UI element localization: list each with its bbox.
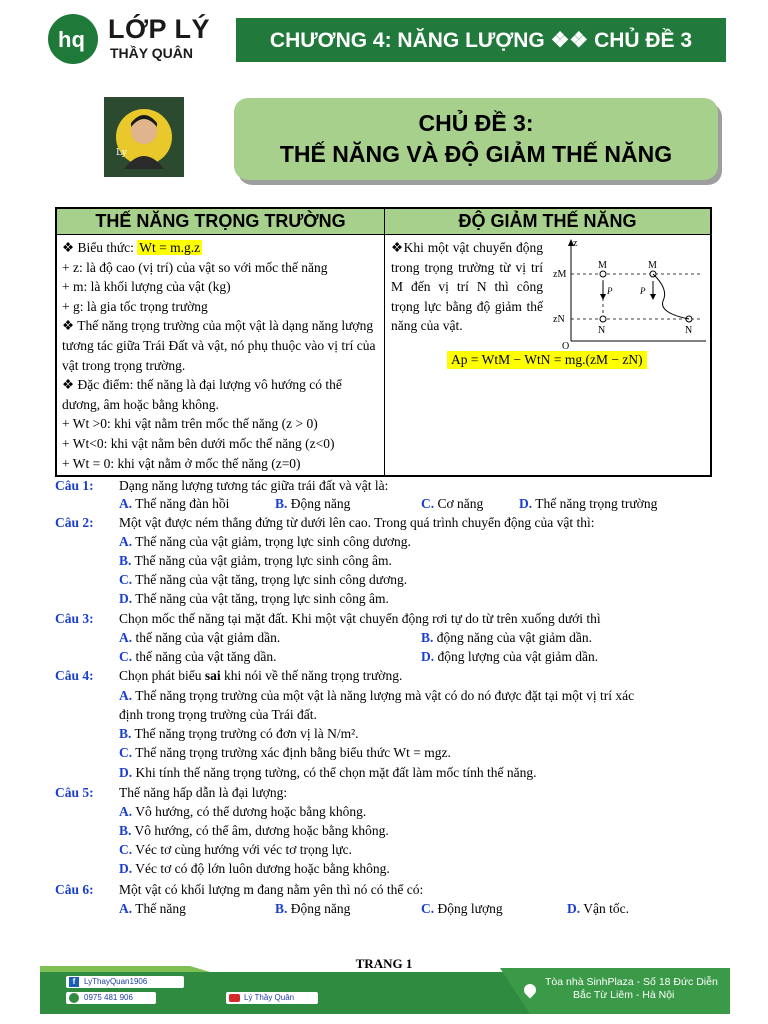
table-header-left: THẾ NĂNG TRỌNG TRƯỜNG [57, 209, 385, 235]
table-header-right: ĐỘ GIẢM THẾ NĂNG [385, 209, 710, 235]
facebook-link[interactable]: f LyThayQuan1906 [66, 976, 184, 988]
potential-diagram [551, 237, 711, 349]
brand-teacher: THẦY QUÂN [110, 45, 193, 61]
q4-option-b[interactable]: B. Thế năng trọng trường có đơn vị là N/m². [119, 726, 359, 741]
svg-text:hq: hq [58, 27, 85, 52]
q6-option-c[interactable]: C. Động lượng [421, 901, 503, 916]
diagram-label: zN [553, 314, 565, 325]
text-line: ❖ Đặc điểm: thế năng là đại lượng vô hướng có thể dương, âm hoặc bằng không. [62, 377, 342, 412]
q2-option-b[interactable]: B. Thế năng của vật giảm, trọng lực sinh công âm. [119, 553, 392, 568]
q4-option-a-cont: định trong trọng trường của Trái đất. [119, 707, 317, 722]
chapter-banner: CHƯƠNG 4: NĂNG LƯỢNG ❖❖ CHỦ ĐỀ 3 [236, 18, 726, 62]
table-col-right [385, 235, 710, 475]
q5-option-d[interactable]: D. Véc tơ có độ lớn luôn dương hoặc bằng không. [119, 861, 390, 876]
phone-link[interactable]: 0975 481 906 [66, 992, 156, 1004]
title-line1: CHỦ ĐỀ 3: [418, 110, 534, 136]
q6-option-d[interactable]: D. Vận tốc. [567, 901, 629, 916]
text-line: + Wt<0: khi vật nằm bên dưới mốc thế năng (z<0) [62, 435, 335, 451]
facebook-icon: f [69, 977, 79, 987]
diagram-label: z [573, 238, 578, 249]
diagram-label: N [685, 325, 693, 336]
work-formula: Ap = WtM − WtN = mg.(zM − zN) [447, 351, 647, 369]
logo [48, 14, 98, 64]
diagram-label: O [562, 341, 570, 349]
text-line: + g: là gia tốc trọng trường [62, 298, 208, 314]
text-line: ❖ Thế năng trọng trường của một vật là dạng năng lượng tương tác giữa Trái Đất và vật, nó phụ thuộc vào vị trí của vật trong trọng trường. [62, 318, 376, 373]
title-box [234, 98, 718, 180]
svg-text:Ly: Ly [116, 148, 127, 158]
page-number: TRANG 1 [355, 956, 413, 971]
text-line: + z: là độ cao (vị trí) của vật so với mốc thế năng [62, 259, 328, 275]
youtube-icon [229, 994, 240, 1002]
q2-option-a[interactable]: A. Thế năng của vật giảm, trọng lực sinh công dương. [119, 534, 411, 549]
question-2: Câu 2: Một vật được ném thẳng đứng từ dưới lên cao. Trong quá trình chuyển động của vật thì: [55, 515, 595, 530]
diagram-label: M [648, 260, 657, 271]
question-3: Câu 3: Chọn mốc thế năng tại mặt đất. Khi một vật chuyển động rơi tự do từ trên xuống dưới thì [55, 611, 601, 626]
diagram-label: N [598, 325, 606, 336]
q2-option-d[interactable]: D. Thế năng của vật tăng, trọng lực sinh công âm. [119, 591, 389, 606]
right-text: ❖Khi một vật chuyển động trong trọng trường từ vị trí M đến vị trí N thì công trọng lực bằng độ giảm thế năng của vật. [391, 240, 543, 334]
phone-icon [69, 993, 79, 1003]
q4-option-c[interactable]: C. Thế năng trọng trường xác định bằng biểu thức Wt = mgz. [119, 745, 451, 760]
expression-line: ❖ Biểu thức: Wt = m.g.z [62, 240, 201, 255]
table-col-left [57, 235, 385, 475]
footer-bar [40, 966, 730, 1014]
address: Tòa nhà SinhPlaza - Số 18 Đức Diễn Bắc Từ Liêm - Hà Nội [545, 976, 718, 1001]
question-4: Câu 4: Chọn phát biểu sai khi nói về thế năng trọng trường. [55, 668, 403, 683]
q6-option-b[interactable]: B. Động năng [275, 901, 351, 916]
q5-option-b[interactable]: B. Vô hướng, có thể âm, dương hoặc bằng không. [119, 823, 389, 838]
q3-option-b[interactable]: B. động năng của vật giảm dần. [421, 630, 592, 645]
text-line: + m: là khối lượng của vật (kg) [62, 279, 231, 295]
text-line: + Wt = 0: khi vật nằm ở mốc thế năng (z=0) [62, 455, 301, 471]
title-line2: THẾ NĂNG VÀ ĐỘ GIẢM THẾ NĂNG [279, 141, 673, 167]
q1-option-d[interactable]: D. Thế năng trọng trường [519, 496, 658, 511]
youtube-link[interactable]: Lý Thầy Quân [226, 992, 318, 1004]
q5-option-c[interactable]: C. Véc tơ cùng hướng với véc tơ trọng lực. [119, 842, 353, 857]
diagram-label: P [640, 286, 646, 296]
q2-option-c[interactable]: C. Thế năng của vật tăng, trọng lực sinh công dương. [119, 572, 408, 587]
question-6: Câu 6: Một vật có khối lượng m đang nằm yên thì nó có thể có: [55, 882, 424, 897]
q6-option-a[interactable]: A. Thế năng [119, 901, 186, 916]
teacher-avatar [104, 97, 184, 177]
q3-option-d[interactable]: D. động lượng của vật giảm dần. [421, 649, 599, 664]
q3-option-c[interactable]: C. thế năng của vật tăng dần. [119, 649, 277, 664]
question-5: Câu 5: Thế năng hấp dẫn là đại lượng: [55, 785, 288, 800]
q4-option-d[interactable]: D. Khi tính thế năng trọng tường, có thể chọn mặt đất làm mốc tính thế năng. [119, 765, 537, 780]
diagram-label: zM [553, 269, 567, 280]
q3-option-a[interactable]: A. thế năng của vật giảm dần. [119, 630, 281, 645]
q1-option-b[interactable]: B. Động năng [275, 496, 351, 511]
expression-highlight: Wt = m.g.z [139, 240, 201, 255]
summary-table [55, 207, 712, 477]
q5-option-a[interactable]: A. Vô hướng, có thể dương hoặc bằng không. [119, 804, 367, 819]
diagram-label: P [607, 286, 613, 296]
text-line: + Wt >0: khi vật nằm trên mốc thế năng (z > 0) [62, 416, 318, 432]
q4-option-a[interactable]: A. Thế năng trọng trường của một vật là năng lượng mà vật có do nó được đặt tại một vị trí xác [119, 688, 635, 703]
q1-option-c[interactable]: C. Cơ năng [421, 496, 484, 511]
question-1: Câu 1: Dạng năng lượng tương tác giữa trái đất và vật là: [55, 478, 389, 493]
q1-option-a[interactable]: A. Thế năng đàn hồi [119, 496, 230, 511]
brand-name: LỚP LÝ [108, 14, 211, 44]
diagram-label: M [598, 260, 607, 271]
